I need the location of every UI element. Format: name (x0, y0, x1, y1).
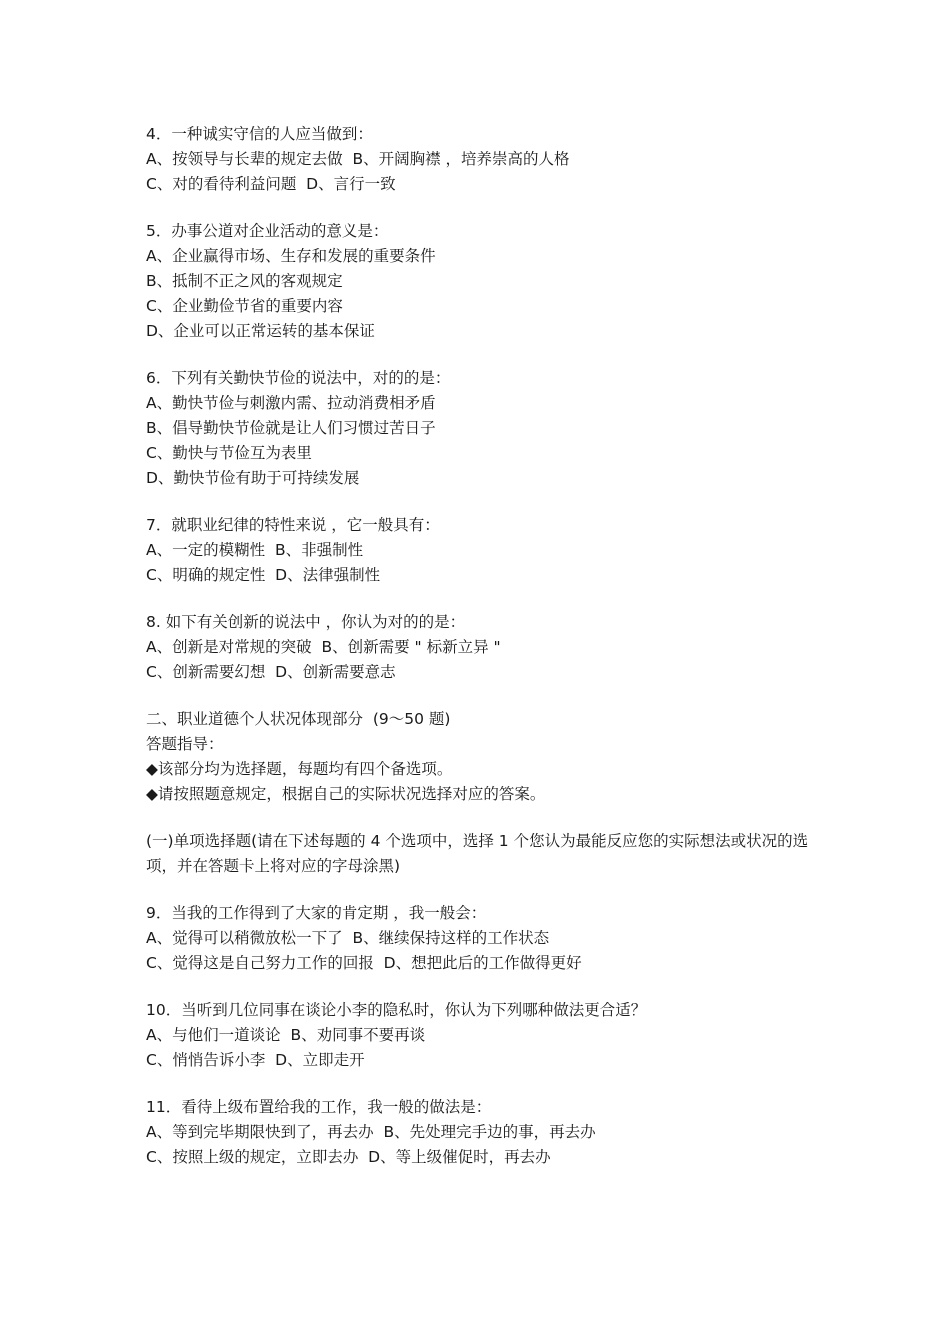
question-option: C、创新需要幻想 D、创新需要意志 (146, 663, 396, 681)
question-option: A、创新是对常规的突破 B、创新需要 " 标新立异 " (146, 638, 501, 656)
question-option: A、觉得可以稍微放松一下了 B、继续保持这样的工作状态 (146, 929, 550, 947)
question-prompt: 9．当我的工作得到了大家的肯定期 ，我一般会： (146, 904, 487, 922)
question-option: A、与他们一道谈论 B、劝同事不要再谈 (146, 1026, 426, 1044)
section-instruction: (一)单项选择题(请在下述每题的 4 个选项中，选择 1 个您认为最能反应您的实际想法或状况的选项，并在答题卡上将对应的字母涂黑) (146, 832, 809, 875)
guide-item: ◆该部分均为选择题，每题均有四个备选项。 (146, 760, 453, 778)
question-block (146, 219, 826, 344)
question-option: A、等到完毕期限快到了，再去办 B、先处理完手边的事，再去办 (146, 1123, 596, 1141)
question-prompt: 4．一种诚实守信的人应当做到： (146, 125, 373, 143)
question-option: A、勤快节俭与刺激内需、拉动消费相矛盾 (146, 394, 436, 412)
question-option: A、一定的模糊性 B、非强制性 (146, 541, 364, 559)
question-option: D、企业可以正常运转的基本保证 (146, 322, 375, 340)
section-block (146, 707, 826, 807)
section-title: 二、职业道德个人状况体现部分 (9～50 题) (146, 710, 451, 728)
question-option: B、抵制不正之风的客观规定 (146, 272, 343, 290)
guide-label: 答题指导： (146, 735, 224, 753)
question-block (146, 610, 826, 685)
question-prompt: 6．下列有关勤快节俭的说法中，对的的是： (146, 369, 451, 387)
question-option: A、按领导与长辈的规定去做 B、开阔胸襟 ，培养崇高的人格 (146, 150, 570, 168)
question-option: A、企业赢得市场、生存和发展的重要条件 (146, 247, 436, 265)
question-option: D、勤快节俭有助于可持续发展 (146, 469, 360, 487)
question-prompt: 10．当听到几位同事在谈论小李的隐私时，你认为下列哪种做法更合适？ (146, 1001, 647, 1019)
question-option: C、觉得这是自己努力工作的回报 D、想把此后的工作做得更好 (146, 954, 582, 972)
question-block (146, 513, 826, 588)
question-block (146, 1095, 826, 1170)
question-option: B、倡导勤快节俭就是让人们习惯过苦日子 (146, 419, 436, 437)
document-page (146, 122, 826, 1170)
question-block (146, 998, 826, 1073)
question-option: C、按照上级的规定，立即去办 D、等上级催促时，再去办 (146, 1148, 551, 1166)
question-block (146, 122, 826, 197)
question-option: C、悄悄告诉小李 D、立即走开 (146, 1051, 365, 1069)
question-block (146, 901, 826, 976)
question-option: C、勤快与节俭互为表里 (146, 444, 312, 462)
guide-item: ◆请按照题意规定，根据自己的实际状况选择对应的答案。 (146, 785, 546, 803)
question-option: C、企业勤俭节省的重要内容 (146, 297, 343, 315)
question-prompt: 11．看待上级布置给我的工作，我一般的做法是： (146, 1098, 492, 1116)
question-option: C、对的看待利益问题 D、言行一致 (146, 175, 396, 193)
question-block (146, 366, 826, 491)
question-prompt: 7．就职业纪律的特性来说 ，它一般具有： (146, 516, 440, 534)
question-prompt: 8. 如下有关创新的说法中 ，你认为对的的是： (146, 613, 466, 631)
question-option: C、明确的规定性 D、法律强制性 (146, 566, 381, 584)
question-prompt: 5．办事公道对企业活动的意义是： (146, 222, 389, 240)
